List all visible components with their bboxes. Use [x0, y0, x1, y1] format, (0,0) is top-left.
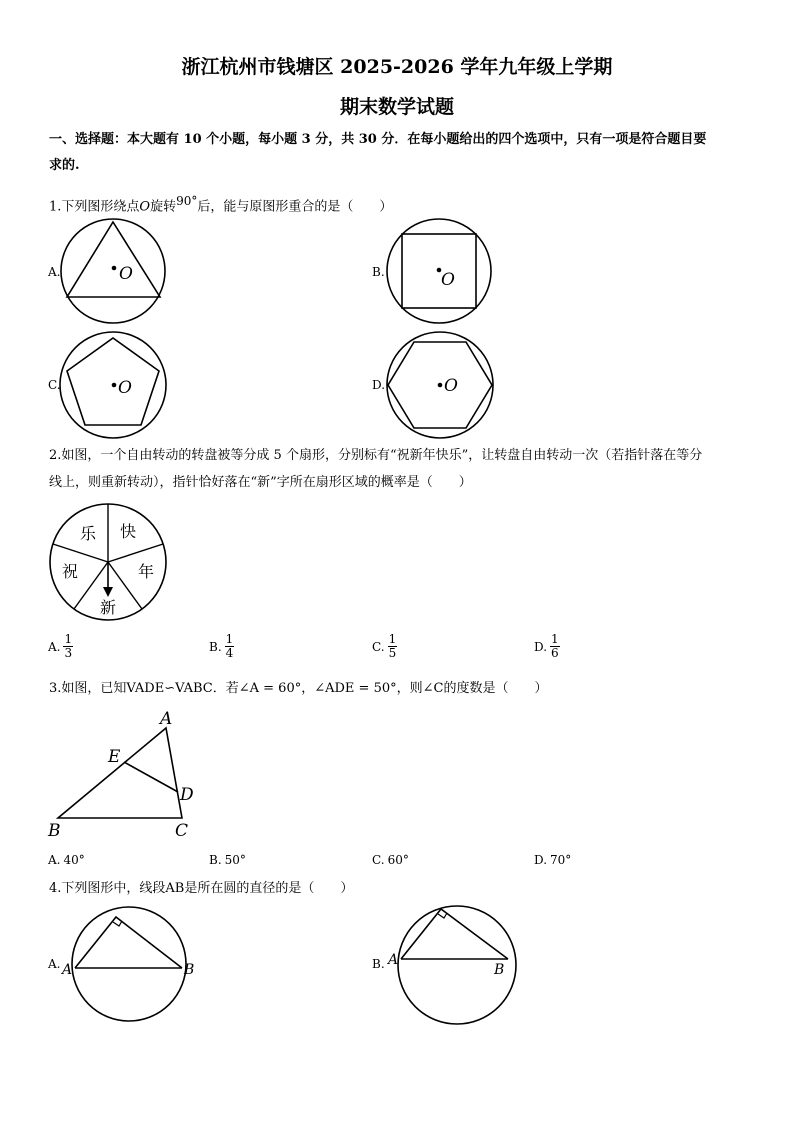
q1-option-b-label: B.: [372, 265, 385, 279]
q2-option-c: C. $\frac{1}{5}$: [372, 632, 397, 660]
q1-option-c-label: C.: [48, 378, 61, 392]
q3-option-b: B. 50°: [209, 853, 246, 867]
q2-option-d: D. $\frac{1}{6}$: [534, 632, 559, 660]
q4-option-b-label: B.: [372, 957, 385, 971]
inscribed-angle: [75, 917, 182, 968]
q2-text-line1: 2.如图，一个自由转动的转盘被等分成 5 个扇形，分别标有“祝新年快乐”，让转盘自由转动一次（若指针落在等分: [49, 448, 703, 463]
q1-option-a-figure: [60, 219, 170, 324]
center-label: O: [119, 264, 133, 284]
sector-label-xin: 新: [100, 598, 117, 617]
point-label-d: D: [180, 785, 194, 805]
q1-option-c-figure: [60, 332, 170, 440]
point-label-b: B: [494, 962, 505, 978]
triangle: [67, 222, 160, 297]
sector-label-le: 乐: [80, 524, 97, 543]
q2-text-line2: 线上，则重新转动），指针恰好落在“新”字所在扇形区域的概率是（ ）: [49, 475, 472, 490]
q2-option-b: B. $\frac{1}{4}$: [209, 632, 234, 660]
divider-line: [108, 544, 163, 562]
point-label-a: A: [160, 709, 173, 729]
q4-text: 4.下列图形中，线段AB是所在圆的直径的是（ ）: [49, 881, 354, 896]
q3-text: 3.如图，已知VADE∽VABC．若∠A = 60°，∠ADE = 50°，则∠C的度数是（ ）: [49, 681, 548, 696]
center-dot: [438, 383, 443, 388]
sector-label-nian: 年: [138, 562, 155, 581]
point-label-b: B: [48, 821, 61, 841]
point-label-c: C: [175, 821, 189, 841]
right-angle-mark: [438, 913, 447, 918]
q4-option-b-figure: [384, 904, 524, 1026]
segment-de: [124, 762, 178, 792]
fraction: $\frac{1}{5}$: [388, 632, 397, 660]
q2-spinner-figure: [48, 505, 168, 625]
circle: [61, 219, 165, 323]
exam-title-line2: 期末数学试题: [339, 96, 454, 118]
section-heading-line2: 求的.: [49, 158, 80, 173]
q3-triangle-figure: [46, 708, 206, 843]
divider-line: [53, 544, 108, 562]
q1-option-d-figure: [386, 332, 496, 440]
q3-option-a: A. 40°: [48, 853, 85, 867]
fraction: $\frac{1}{3}$: [64, 632, 73, 660]
sector-label-kuai: 快: [120, 522, 137, 541]
center-label: O: [118, 378, 132, 398]
point-label-a: A: [388, 952, 399, 968]
q4-option-a-figure: [60, 904, 200, 1026]
q4-option-a-label: A.: [48, 957, 61, 971]
sector-label-zhu: 祝: [62, 562, 79, 581]
point-label-a: A: [62, 962, 73, 978]
pointer-arrowhead: [103, 587, 113, 597]
fraction: $\frac{1}{4}$: [225, 632, 234, 660]
right-angle-mark: [113, 921, 122, 926]
q1-option-b-figure: [386, 219, 494, 327]
point-label-b: B: [184, 962, 195, 978]
q1-text: 1.下列图形绕点O旋转$^{90^\circ}$后，能与原图形重合的是（ ）: [49, 194, 393, 215]
center-dot: [112, 266, 117, 271]
point-label-e: E: [108, 747, 121, 767]
circle: [72, 907, 186, 1021]
q1-option-d-label: D.: [372, 378, 386, 392]
q3-option-c: C. 60°: [372, 853, 409, 867]
triangle-abc: [58, 728, 182, 818]
center-dot: [112, 383, 117, 388]
section-heading-line1: 一、选择题：本大题有 10 个小题，每小题 3 分，共 30 分．在每小题给出的四个选项中，只有一项是符合题目要: [49, 132, 707, 147]
pentagon: [67, 338, 159, 425]
fraction: $\frac{1}{6}$: [551, 632, 559, 660]
q1-option-a-label: A.: [48, 265, 61, 279]
center-label: O: [444, 376, 458, 396]
q3-option-d: D. 70°: [534, 853, 572, 867]
exam-title-line1: 浙江杭州市钱塘区 2025-2026 学年九年级上学期: [181, 56, 613, 78]
center-label: O: [441, 270, 455, 290]
q2-option-a: A. $\frac{1}{3}$: [48, 632, 73, 660]
